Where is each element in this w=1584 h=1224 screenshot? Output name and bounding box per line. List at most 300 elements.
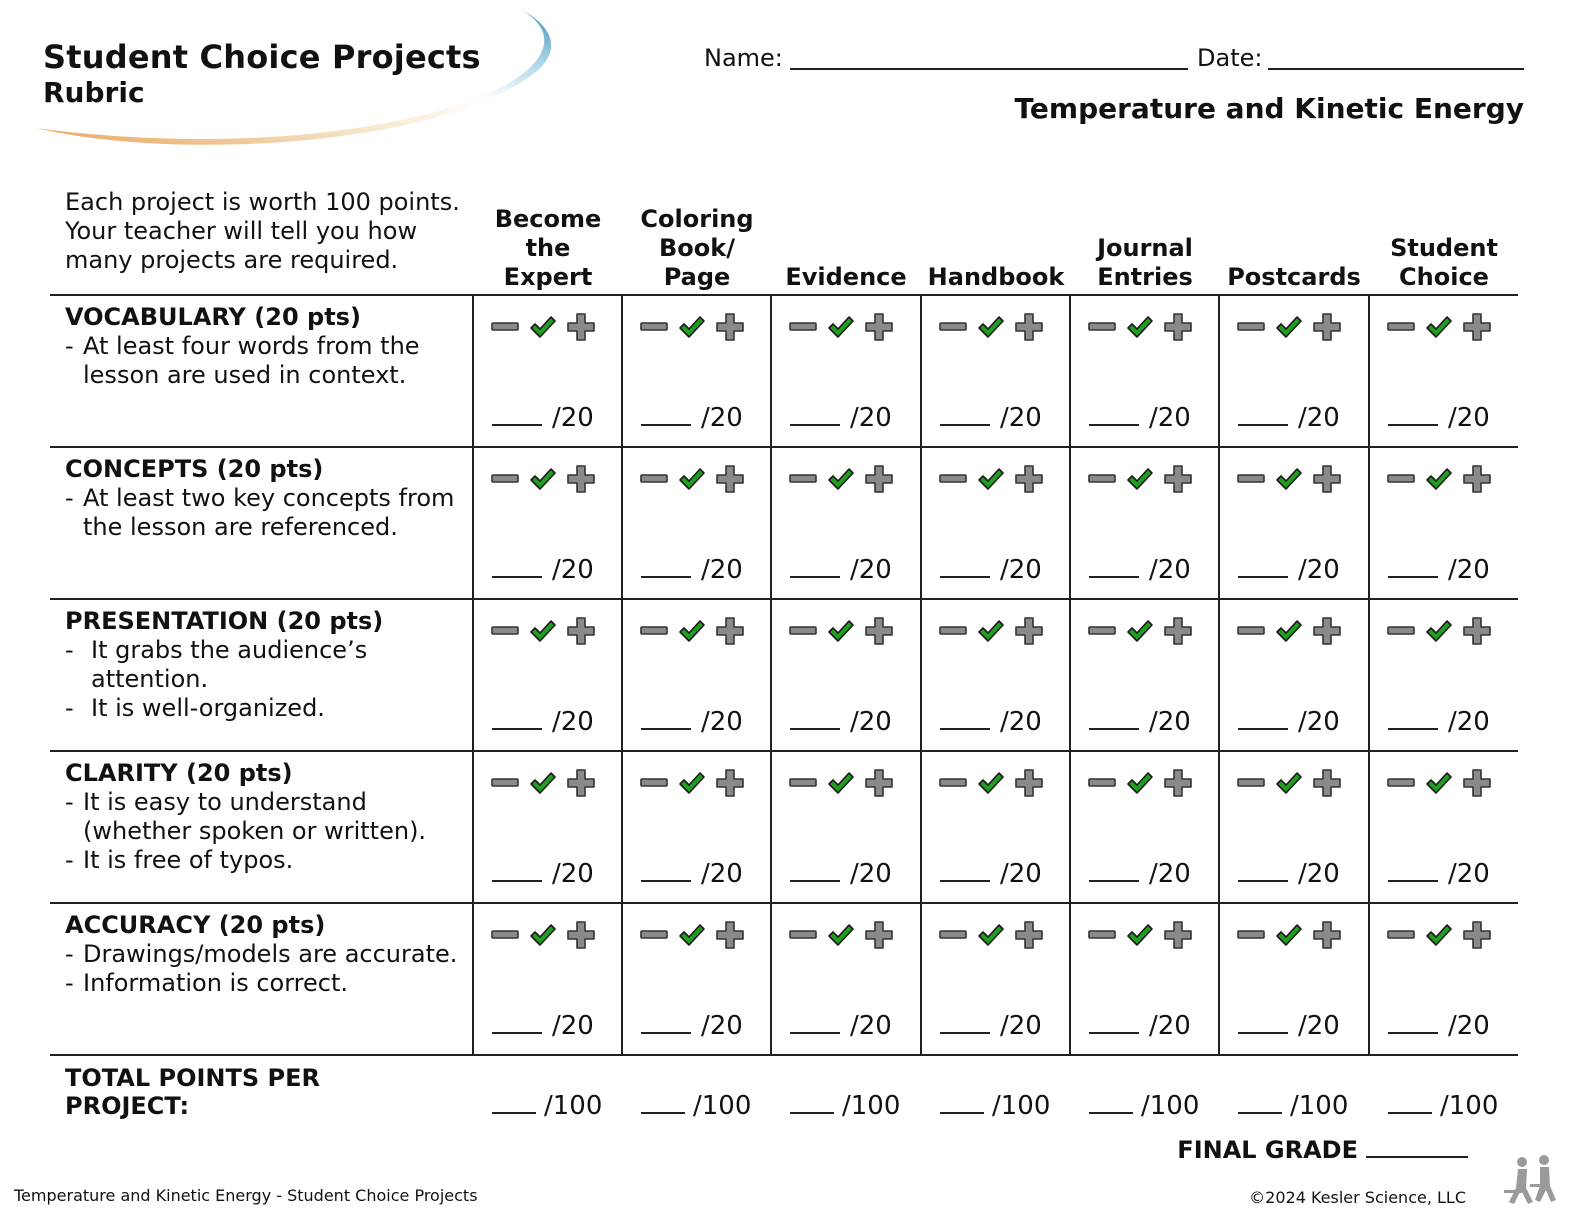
plus-icon[interactable] — [1014, 464, 1044, 494]
rating-marks — [1236, 462, 1342, 496]
minus-icon[interactable] — [788, 920, 818, 950]
check-icon[interactable] — [1274, 312, 1304, 342]
rating-marks — [1386, 310, 1492, 344]
column-header: Student Choice — [1390, 234, 1498, 291]
column-rule — [1069, 295, 1071, 1055]
column-rule — [472, 295, 474, 1055]
intro-text: Each project is worth 100 points. Your teacher will tell you how many projects are required. — [65, 188, 460, 274]
rating-marks — [1386, 614, 1492, 648]
score-max: /20 — [1298, 555, 1340, 585]
plus-icon[interactable] — [566, 312, 596, 342]
rating-marks — [1087, 766, 1193, 800]
criterion-score — [641, 1011, 743, 1041]
plus-icon[interactable] — [1312, 920, 1342, 950]
rating-marks — [490, 766, 596, 800]
rating-marks — [938, 766, 1044, 800]
plus-icon[interactable] — [1462, 768, 1492, 798]
score-max: /20 — [1000, 403, 1042, 433]
minus-icon[interactable] — [490, 616, 520, 646]
total-blank[interactable] — [940, 1092, 984, 1114]
score-blank[interactable] — [1388, 860, 1438, 882]
check-icon[interactable] — [826, 464, 856, 494]
check-icon[interactable] — [826, 616, 856, 646]
rating-marks — [1386, 766, 1492, 800]
criterion-title: VOCABULARY (20 pts) — [65, 303, 361, 331]
check-icon[interactable] — [677, 464, 707, 494]
criterion-item: - It is free of typos. — [65, 846, 465, 875]
minus-icon[interactable] — [788, 768, 818, 798]
topic-title: Temperature and Kinetic Energy — [1014, 92, 1524, 125]
minus-icon[interactable] — [938, 768, 968, 798]
plus-icon[interactable] — [1462, 616, 1492, 646]
minus-icon[interactable] — [1087, 616, 1117, 646]
check-icon[interactable] — [1274, 464, 1304, 494]
rating-marks — [938, 310, 1044, 344]
score-blank[interactable] — [1238, 708, 1288, 730]
check-icon[interactable] — [528, 464, 558, 494]
check-icon[interactable] — [677, 616, 707, 646]
criterion-title: PRESENTATION (20 pts) — [65, 607, 384, 635]
score-max: /20 — [701, 707, 743, 737]
score-max: /20 — [1448, 555, 1490, 585]
rating-marks — [639, 462, 745, 496]
check-icon[interactable] — [826, 920, 856, 950]
check-icon[interactable] — [1125, 312, 1155, 342]
plus-icon[interactable] — [864, 464, 894, 494]
kesler-logo-icon — [1500, 1152, 1560, 1210]
check-icon[interactable] — [528, 312, 558, 342]
score-max: /20 — [1149, 403, 1191, 433]
score-blank[interactable] — [1238, 1012, 1288, 1034]
criterion-score — [641, 859, 743, 889]
criterion-score — [1089, 403, 1191, 433]
plus-icon[interactable] — [1163, 312, 1193, 342]
score-blank[interactable] — [492, 708, 542, 730]
minus-icon[interactable] — [1236, 920, 1266, 950]
score-blank[interactable] — [641, 556, 691, 578]
total-blank[interactable] — [641, 1092, 685, 1114]
score-blank[interactable] — [1089, 708, 1139, 730]
criterion-score — [940, 555, 1042, 585]
project-total — [940, 1091, 1050, 1121]
score-blank[interactable] — [940, 1012, 990, 1034]
table-rule — [50, 1054, 1518, 1056]
criterion-score — [1238, 859, 1340, 889]
check-icon[interactable] — [677, 768, 707, 798]
score-blank[interactable] — [1089, 1012, 1139, 1034]
plus-icon[interactable] — [1312, 464, 1342, 494]
plus-icon[interactable] — [1014, 920, 1044, 950]
total-blank[interactable] — [1238, 1092, 1282, 1114]
score-max: /20 — [701, 555, 743, 585]
minus-icon[interactable] — [490, 312, 520, 342]
criterion-score — [1238, 707, 1340, 737]
check-icon[interactable] — [677, 920, 707, 950]
criterion-score — [492, 859, 594, 889]
score-max: /20 — [701, 403, 743, 433]
criterion-item: - It is well-organized. — [65, 694, 465, 723]
score-blank[interactable] — [790, 1012, 840, 1034]
criterion-score — [492, 403, 594, 433]
check-icon[interactable] — [976, 920, 1006, 950]
criterion-score — [641, 555, 743, 585]
criterion-score — [940, 707, 1042, 737]
score-blank[interactable] — [1089, 860, 1139, 882]
criterion-concepts — [65, 455, 465, 542]
criterion-score — [641, 403, 743, 433]
criterion-score — [940, 1011, 1042, 1041]
plus-icon[interactable] — [1312, 616, 1342, 646]
score-blank[interactable] — [940, 556, 990, 578]
check-icon[interactable] — [1125, 768, 1155, 798]
total-max: /100 — [1440, 1091, 1499, 1121]
column-rule — [1368, 295, 1370, 1055]
minus-icon[interactable] — [490, 768, 520, 798]
project-total — [1089, 1091, 1199, 1121]
rating-marks — [1236, 310, 1342, 344]
criterion-score — [1388, 555, 1490, 585]
check-icon[interactable] — [1424, 920, 1454, 950]
score-max: /20 — [1448, 1011, 1490, 1041]
name-label: Name: — [704, 44, 783, 72]
plus-icon[interactable] — [1163, 768, 1193, 798]
plus-icon[interactable] — [715, 312, 745, 342]
rating-marks — [788, 614, 894, 648]
total-blank[interactable] — [492, 1092, 536, 1114]
rating-marks — [788, 462, 894, 496]
plus-icon[interactable] — [715, 464, 745, 494]
total-points-label: TOTAL POINTS PER PROJECT: — [65, 1064, 320, 1120]
project-total — [1238, 1091, 1348, 1121]
score-blank[interactable] — [641, 404, 691, 426]
rating-marks — [639, 614, 745, 648]
check-icon[interactable] — [826, 768, 856, 798]
criterion-score — [1089, 707, 1191, 737]
minus-icon[interactable] — [788, 616, 818, 646]
check-icon[interactable] — [1424, 464, 1454, 494]
total-blank[interactable] — [790, 1092, 834, 1114]
minus-icon[interactable] — [1087, 464, 1117, 494]
minus-icon[interactable] — [1236, 464, 1266, 494]
column-header: Become the Expert — [494, 205, 602, 291]
check-icon[interactable] — [1274, 920, 1304, 950]
criterion-title: ACCURACY (20 pts) — [65, 911, 326, 939]
score-blank[interactable] — [940, 404, 990, 426]
minus-icon[interactable] — [639, 768, 669, 798]
rating-marks — [938, 614, 1044, 648]
minus-icon[interactable] — [490, 920, 520, 950]
check-icon[interactable] — [976, 464, 1006, 494]
score-max: /20 — [552, 555, 594, 585]
project-total — [641, 1091, 751, 1121]
criterion-score — [790, 555, 892, 585]
rating-marks — [788, 310, 894, 344]
score-blank[interactable] — [641, 1012, 691, 1034]
criterion-score — [641, 707, 743, 737]
column-header: Postcards — [1227, 263, 1361, 291]
score-max: /20 — [1000, 555, 1042, 585]
criterion-score — [1388, 707, 1490, 737]
plus-icon[interactable] — [864, 920, 894, 950]
score-max: /20 — [1000, 707, 1042, 737]
plus-icon[interactable] — [1163, 464, 1193, 494]
column-rule — [621, 295, 623, 1055]
rating-marks — [1236, 614, 1342, 648]
plus-icon[interactable] — [864, 616, 894, 646]
criterion-item: - It grabs the audience’s attention. — [65, 636, 395, 694]
plus-icon[interactable] — [1163, 616, 1193, 646]
plus-icon[interactable] — [566, 464, 596, 494]
minus-icon[interactable] — [1236, 768, 1266, 798]
check-icon[interactable] — [528, 768, 558, 798]
final-grade-label: FINAL GRADE — [1177, 1136, 1358, 1164]
score-max: /20 — [701, 859, 743, 889]
rating-marks — [639, 918, 745, 952]
score-blank[interactable] — [1388, 1012, 1438, 1034]
check-icon[interactable] — [528, 616, 558, 646]
score-max: /20 — [850, 1011, 892, 1041]
table-rule — [50, 446, 1518, 448]
check-icon[interactable] — [1424, 616, 1454, 646]
score-max: /20 — [850, 403, 892, 433]
score-blank[interactable] — [790, 404, 840, 426]
score-max: /20 — [1298, 1011, 1340, 1041]
criterion-title: CLARITY (20 pts) — [65, 759, 293, 787]
minus-icon[interactable] — [639, 920, 669, 950]
criterion-item: - It is easy to understand (whether spoken or written). — [65, 788, 445, 846]
check-icon[interactable] — [1125, 920, 1155, 950]
minus-icon[interactable] — [1386, 616, 1416, 646]
plus-icon[interactable] — [1014, 616, 1044, 646]
rating-marks — [788, 766, 894, 800]
rating-marks — [490, 310, 596, 344]
criterion-score — [1238, 403, 1340, 433]
plus-icon[interactable] — [1312, 312, 1342, 342]
plus-icon[interactable] — [566, 920, 596, 950]
criterion-score — [1238, 555, 1340, 585]
criterion-item: - At least two key concepts from the lesson are referenced. — [65, 484, 465, 542]
criterion-score — [790, 1011, 892, 1041]
minus-icon[interactable] — [1087, 768, 1117, 798]
score-max: /20 — [1149, 1011, 1191, 1041]
minus-icon[interactable] — [490, 464, 520, 494]
score-blank[interactable] — [492, 404, 542, 426]
minus-icon[interactable] — [1386, 768, 1416, 798]
criterion-score — [1238, 1011, 1340, 1041]
minus-icon[interactable] — [639, 616, 669, 646]
plus-icon[interactable] — [864, 312, 894, 342]
score-blank[interactable] — [492, 556, 542, 578]
score-blank[interactable] — [1388, 404, 1438, 426]
criterion-score — [492, 707, 594, 737]
total-blank[interactable] — [1388, 1092, 1432, 1114]
criterion-presentation — [65, 607, 465, 723]
minus-icon[interactable] — [788, 464, 818, 494]
check-icon[interactable] — [1424, 768, 1454, 798]
score-blank[interactable] — [940, 860, 990, 882]
criterion-score — [1388, 1011, 1490, 1041]
minus-icon[interactable] — [938, 312, 968, 342]
plus-icon[interactable] — [1014, 768, 1044, 798]
score-blank[interactable] — [790, 556, 840, 578]
rating-marks — [938, 462, 1044, 496]
score-blank[interactable] — [1238, 556, 1288, 578]
score-blank[interactable] — [790, 708, 840, 730]
minus-icon[interactable] — [1236, 312, 1266, 342]
check-icon[interactable] — [528, 920, 558, 950]
criterion-item: - Drawings/models are accurate. — [65, 940, 465, 969]
score-blank[interactable] — [641, 708, 691, 730]
minus-icon[interactable] — [938, 920, 968, 950]
minus-icon[interactable] — [1386, 312, 1416, 342]
minus-icon[interactable] — [938, 464, 968, 494]
rating-marks — [1386, 462, 1492, 496]
score-max: /20 — [1149, 859, 1191, 889]
score-blank[interactable] — [1388, 708, 1438, 730]
criterion-score — [790, 403, 892, 433]
plus-icon[interactable] — [864, 768, 894, 798]
check-icon[interactable] — [976, 312, 1006, 342]
check-icon[interactable] — [1125, 464, 1155, 494]
column-rule — [770, 295, 772, 1055]
score-max: /20 — [1298, 859, 1340, 889]
score-max: /20 — [850, 707, 892, 737]
minus-icon[interactable] — [1087, 920, 1117, 950]
total-blank[interactable] — [1089, 1092, 1133, 1114]
column-rule — [1218, 295, 1220, 1055]
project-total — [492, 1091, 602, 1121]
table-rule — [50, 902, 1518, 904]
table-rule — [50, 294, 1518, 296]
score-blank[interactable] — [1238, 404, 1288, 426]
score-max: /20 — [552, 1011, 594, 1041]
criterion-score — [1388, 403, 1490, 433]
score-max: /20 — [701, 1011, 743, 1041]
total-max: /100 — [544, 1091, 603, 1121]
criterion-score — [492, 1011, 594, 1041]
column-rule — [920, 295, 922, 1055]
score-max: /20 — [552, 859, 594, 889]
table-rule — [50, 750, 1518, 752]
rating-marks — [639, 766, 745, 800]
rating-marks — [1236, 766, 1342, 800]
score-max: /20 — [1448, 403, 1490, 433]
column-header: Evidence — [785, 263, 907, 291]
criterion-score — [940, 859, 1042, 889]
criterion-score — [1089, 1011, 1191, 1041]
check-icon[interactable] — [976, 768, 1006, 798]
footer-left: Temperature and Kinetic Energy - Student Choice Projects — [14, 1186, 478, 1205]
plus-icon[interactable] — [566, 616, 596, 646]
check-icon[interactable] — [1274, 768, 1304, 798]
total-max: /100 — [1290, 1091, 1349, 1121]
minus-icon[interactable] — [1386, 920, 1416, 950]
criterion-vocabulary — [65, 303, 465, 390]
minus-icon[interactable] — [938, 616, 968, 646]
rating-marks — [1087, 918, 1193, 952]
criterion-score — [1089, 555, 1191, 585]
score-blank[interactable] — [940, 708, 990, 730]
score-blank[interactable] — [1238, 860, 1288, 882]
check-icon[interactable] — [1274, 616, 1304, 646]
check-icon[interactable] — [826, 312, 856, 342]
criterion-item: - Information is correct. — [65, 969, 465, 998]
criterion-score — [1388, 859, 1490, 889]
minus-icon[interactable] — [1236, 616, 1266, 646]
score-blank[interactable] — [1089, 556, 1139, 578]
criterion-score — [1089, 859, 1191, 889]
criterion-clarity — [65, 759, 465, 875]
name-field[interactable] — [790, 68, 1188, 70]
plus-icon[interactable] — [715, 920, 745, 950]
plus-icon[interactable] — [715, 616, 745, 646]
score-max: /20 — [1448, 859, 1490, 889]
project-total — [790, 1091, 900, 1121]
minus-icon[interactable] — [639, 464, 669, 494]
minus-icon[interactable] — [788, 312, 818, 342]
plus-icon[interactable] — [1163, 920, 1193, 950]
check-icon[interactable] — [1424, 312, 1454, 342]
score-blank[interactable] — [492, 860, 542, 882]
date-label: Date: — [1197, 44, 1263, 72]
score-max: /20 — [1149, 555, 1191, 585]
rating-marks — [1087, 310, 1193, 344]
plus-icon[interactable] — [1462, 312, 1492, 342]
rating-marks — [788, 918, 894, 952]
check-icon[interactable] — [976, 616, 1006, 646]
project-total — [1388, 1091, 1498, 1121]
score-max: /20 — [1000, 859, 1042, 889]
total-max: /100 — [842, 1091, 901, 1121]
criterion-score — [492, 555, 594, 585]
final-grade — [1177, 1136, 1468, 1164]
document-subtitle: Rubric — [43, 76, 145, 109]
plus-icon[interactable] — [1014, 312, 1044, 342]
score-blank[interactable] — [641, 860, 691, 882]
minus-icon[interactable] — [1386, 464, 1416, 494]
minus-icon[interactable] — [639, 312, 669, 342]
criterion-score — [940, 403, 1042, 433]
plus-icon[interactable] — [1312, 768, 1342, 798]
date-field[interactable] — [1268, 68, 1524, 70]
footer-copyright: ©2024 Kesler Science, LLC — [1249, 1188, 1466, 1207]
total-max: /100 — [992, 1091, 1051, 1121]
plus-icon[interactable] — [566, 768, 596, 798]
rating-marks — [1386, 918, 1492, 952]
column-header: Journal Entries — [1097, 234, 1193, 291]
plus-icon[interactable] — [715, 768, 745, 798]
score-max: /20 — [1298, 707, 1340, 737]
column-header: Handbook — [927, 263, 1065, 291]
plus-icon[interactable] — [1462, 920, 1492, 950]
minus-icon[interactable] — [1087, 312, 1117, 342]
score-max: /20 — [1000, 1011, 1042, 1041]
score-max: /20 — [552, 403, 594, 433]
criterion-title: CONCEPTS (20 pts) — [65, 455, 324, 483]
final-grade-field[interactable] — [1366, 1136, 1468, 1158]
score-blank[interactable] — [492, 1012, 542, 1034]
score-blank[interactable] — [1089, 404, 1139, 426]
criterion-score — [790, 707, 892, 737]
check-icon[interactable] — [677, 312, 707, 342]
criterion-score — [790, 859, 892, 889]
plus-icon[interactable] — [1462, 464, 1492, 494]
score-max: /20 — [1298, 403, 1340, 433]
score-blank[interactable] — [1388, 556, 1438, 578]
check-icon[interactable] — [1125, 616, 1155, 646]
score-blank[interactable] — [790, 860, 840, 882]
rating-marks — [490, 614, 596, 648]
